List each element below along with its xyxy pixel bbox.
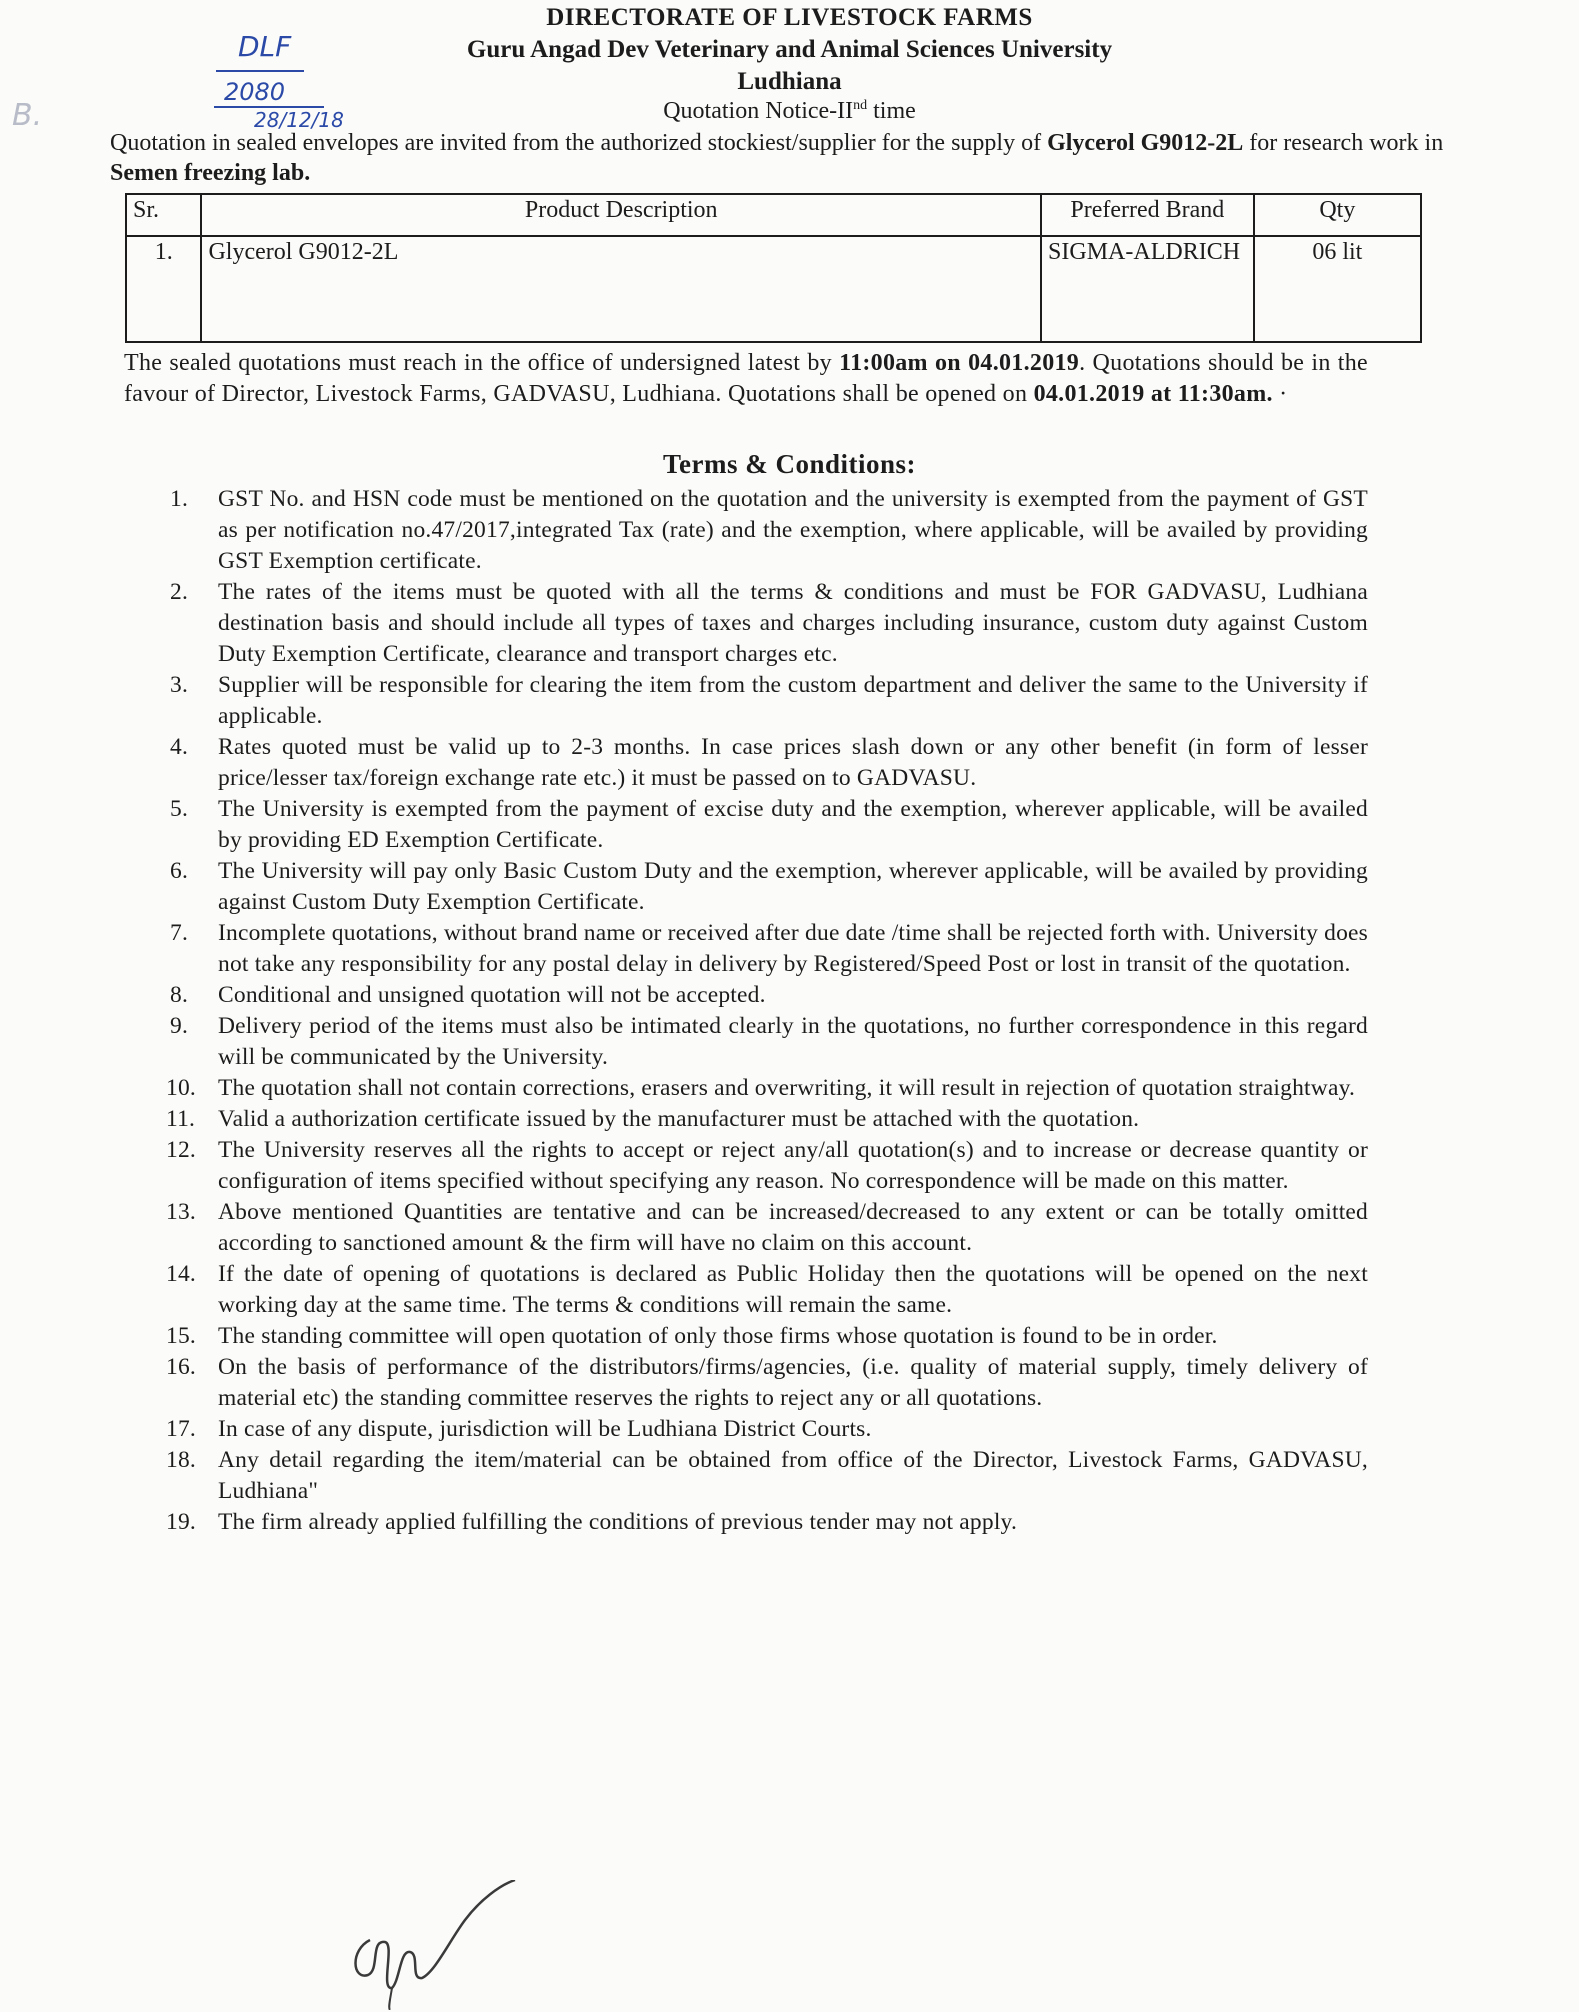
term-number: 3. xyxy=(170,672,189,698)
term-number: 15. xyxy=(166,1323,196,1349)
term-number: 10. xyxy=(166,1075,196,1101)
handwritten-ref-date: 28/12/18 xyxy=(254,108,344,132)
term-item xyxy=(0,918,1368,980)
notice-title: Quotation Notice-IInd time xyxy=(663,98,916,124)
table-row xyxy=(126,236,1421,342)
corner-mark: B. xyxy=(12,98,43,133)
intro-paragraph: Quotation in sealed envelopes are invited from the authorized stockiest/supplier for the supply of Glycerol G9012-2L for research work in Semen freezing lab. xyxy=(110,130,1444,186)
term-number: 4. xyxy=(170,734,189,760)
term-text: The standing committee will open quotation of only those firms whose quotation is found to be in order. xyxy=(218,1323,1218,1349)
term-number: 14. xyxy=(166,1261,196,1287)
term-text: The University reserves all the rights to accept or reject any/all quotation(s) and to increase or decrease quantity or configuration of items specified without specifying any reason. No correspondence will be made on this matter. xyxy=(218,1137,1368,1194)
product-table xyxy=(125,193,1422,343)
term-number: 13. xyxy=(166,1199,196,1225)
term-item xyxy=(0,1414,1368,1445)
term-text: Conditional and unsigned quotation will not be accepted. xyxy=(218,982,766,1008)
term-text: Delivery period of the items must also be intimated clearly in the quotations, no further correspondence in this regard will be communicated by the University. xyxy=(218,1013,1368,1070)
col-header-desc: Product Description xyxy=(201,194,1041,236)
term-number: 12. xyxy=(166,1137,196,1163)
term-number: 2. xyxy=(170,579,189,605)
term-text: In case of any dispute, jurisdiction will be Ludhiana District Courts. xyxy=(218,1416,872,1442)
term-text: Above mentioned Quantities are tentative and can be increased/decreased to any extent or can be totally omitted according to sanctioned amount & the firm will have no claim on this account. xyxy=(218,1199,1368,1256)
term-number: 5. xyxy=(170,796,189,822)
term-number: 17. xyxy=(166,1416,196,1442)
city-name: Ludhiana xyxy=(737,68,842,95)
term-item xyxy=(0,1445,1368,1507)
term-number: 11. xyxy=(166,1106,196,1132)
term-number: 6. xyxy=(170,858,189,884)
term-item xyxy=(0,980,1368,1011)
table-header-row xyxy=(126,194,1421,236)
term-number: 16. xyxy=(166,1354,196,1380)
cell-sr: 1. xyxy=(126,236,201,342)
term-text: On the basis of performance of the distributors/firms/agencies, (i.e. quality of material supply, timely delivery of material etc) the standing committee reserves the rights to reject any or all quotations. xyxy=(218,1354,1368,1411)
col-header-brand: Preferred Brand xyxy=(1041,194,1254,236)
terms-list xyxy=(0,484,1579,1538)
cell-brand: SIGMA-ALDRICH xyxy=(1041,236,1254,342)
item-name: Glycerol G9012-2L xyxy=(1047,130,1244,156)
handwritten-ref-number: 2080 xyxy=(224,78,286,106)
term-item xyxy=(0,1259,1368,1321)
term-item xyxy=(0,856,1368,918)
term-text: The University will pay only Basic Custom Duty and the exemption, wherever applicable, will be availed by providing against Custom Duty Exemption Certificate. xyxy=(218,858,1368,915)
terms-title: Terms & Conditions: xyxy=(662,449,917,479)
term-number: 9. xyxy=(170,1013,189,1039)
term-item xyxy=(0,1073,1368,1104)
term-item xyxy=(0,732,1368,794)
term-item xyxy=(0,1104,1368,1135)
term-item xyxy=(0,1352,1368,1414)
term-text: The University is exempted from the payment of excise duty and the exemption, wherever applicable, will be availed by providing ED Exemption Certificate. xyxy=(218,796,1368,853)
term-text: Rates quoted must be valid up to 2-3 months. In case prices slash down or any other benefit (in form of lesser price/lesser tax/foreign exchange rate etc.) it must be passed on to GADVASU. xyxy=(218,734,1368,791)
term-number: 18. xyxy=(166,1447,196,1473)
term-text: The quotation shall not contain corrections, erasers and overwriting, it will result in rejection of quotation straightway. xyxy=(218,1075,1356,1101)
term-item xyxy=(0,1011,1368,1073)
term-item xyxy=(0,484,1368,577)
university-name: Guru Angad Dev Veterinary and Animal Sciences University xyxy=(466,36,1113,63)
term-number: 8. xyxy=(170,982,189,1008)
term-text: The firm already applied fulfilling the conditions of previous tender may not apply. xyxy=(218,1509,1018,1535)
signature-image xyxy=(340,1880,540,2010)
term-number: 19. xyxy=(166,1509,196,1535)
term-text: If the date of opening of quotations is declared as Public Holiday then the quotations will be opened on the next working day at the same time. The terms & conditions will remain the same. xyxy=(218,1261,1368,1318)
handwritten-ref-code: DLF xyxy=(238,30,292,63)
term-text: Incomplete quotations, without brand name or received after due date /time shall be rejected forth with. University does not take any responsibility for any postal delay in delivery by Registered/Speed Post or lost in transit of the quotation. xyxy=(218,920,1368,977)
term-text: Valid a authorization certificate issued by the manufacturer must be attached with the quotation. xyxy=(218,1106,1140,1132)
term-item xyxy=(0,670,1368,732)
term-item xyxy=(0,1197,1368,1259)
lab-name: Semen freezing lab. xyxy=(110,160,311,186)
term-text: Supplier will be responsible for clearing the item from the custom department and deliver the same to the University if applicable. xyxy=(218,672,1368,729)
term-number: 1. xyxy=(170,486,189,512)
col-header-qty: Qty xyxy=(1254,194,1421,236)
col-header-sr: Sr. xyxy=(126,194,201,236)
cell-desc: Glycerol G9012-2L xyxy=(201,236,1041,342)
term-item xyxy=(0,1321,1368,1352)
term-text: Any detail regarding the item/material can be obtained from office of the Director, Livestock Farms, GADVASU, Ludhiana" xyxy=(218,1447,1368,1504)
term-text: GST No. and HSN code must be mentioned on the quotation and the university is exempted from the payment of GST as per notification no.47/2017,integrated Tax (rate) and the exemption, where applicable, will be availed by providing GST Exemption certificate. xyxy=(218,486,1368,574)
submission-notice: The sealed quotations must reach in the office of undersigned latest by 11:00am on 04.01.2019. Quotations should be in the favour of Director, Livestock Farms, GADVASU, Ludhiana. Quotations shall be opened on 04.01.2019 at 11:30am. · xyxy=(124,350,1368,407)
cell-qty: 06 lit xyxy=(1254,236,1421,342)
term-item xyxy=(0,1507,1368,1538)
term-number: 7. xyxy=(170,920,189,946)
term-item xyxy=(0,794,1368,856)
term-text: The rates of the items must be quoted with all the terms & conditions and must be FOR GADVASU, Ludhiana destination basis and should include all types of taxes and charges including insurance, custom duty against Custom Duty Exemption Certificate, clearance and transport charges etc. xyxy=(218,579,1368,667)
term-item xyxy=(0,577,1368,670)
term-item xyxy=(0,1135,1368,1197)
directorate-title: DIRECTORATE OF LIVESTOCK FARMS xyxy=(546,4,1033,31)
